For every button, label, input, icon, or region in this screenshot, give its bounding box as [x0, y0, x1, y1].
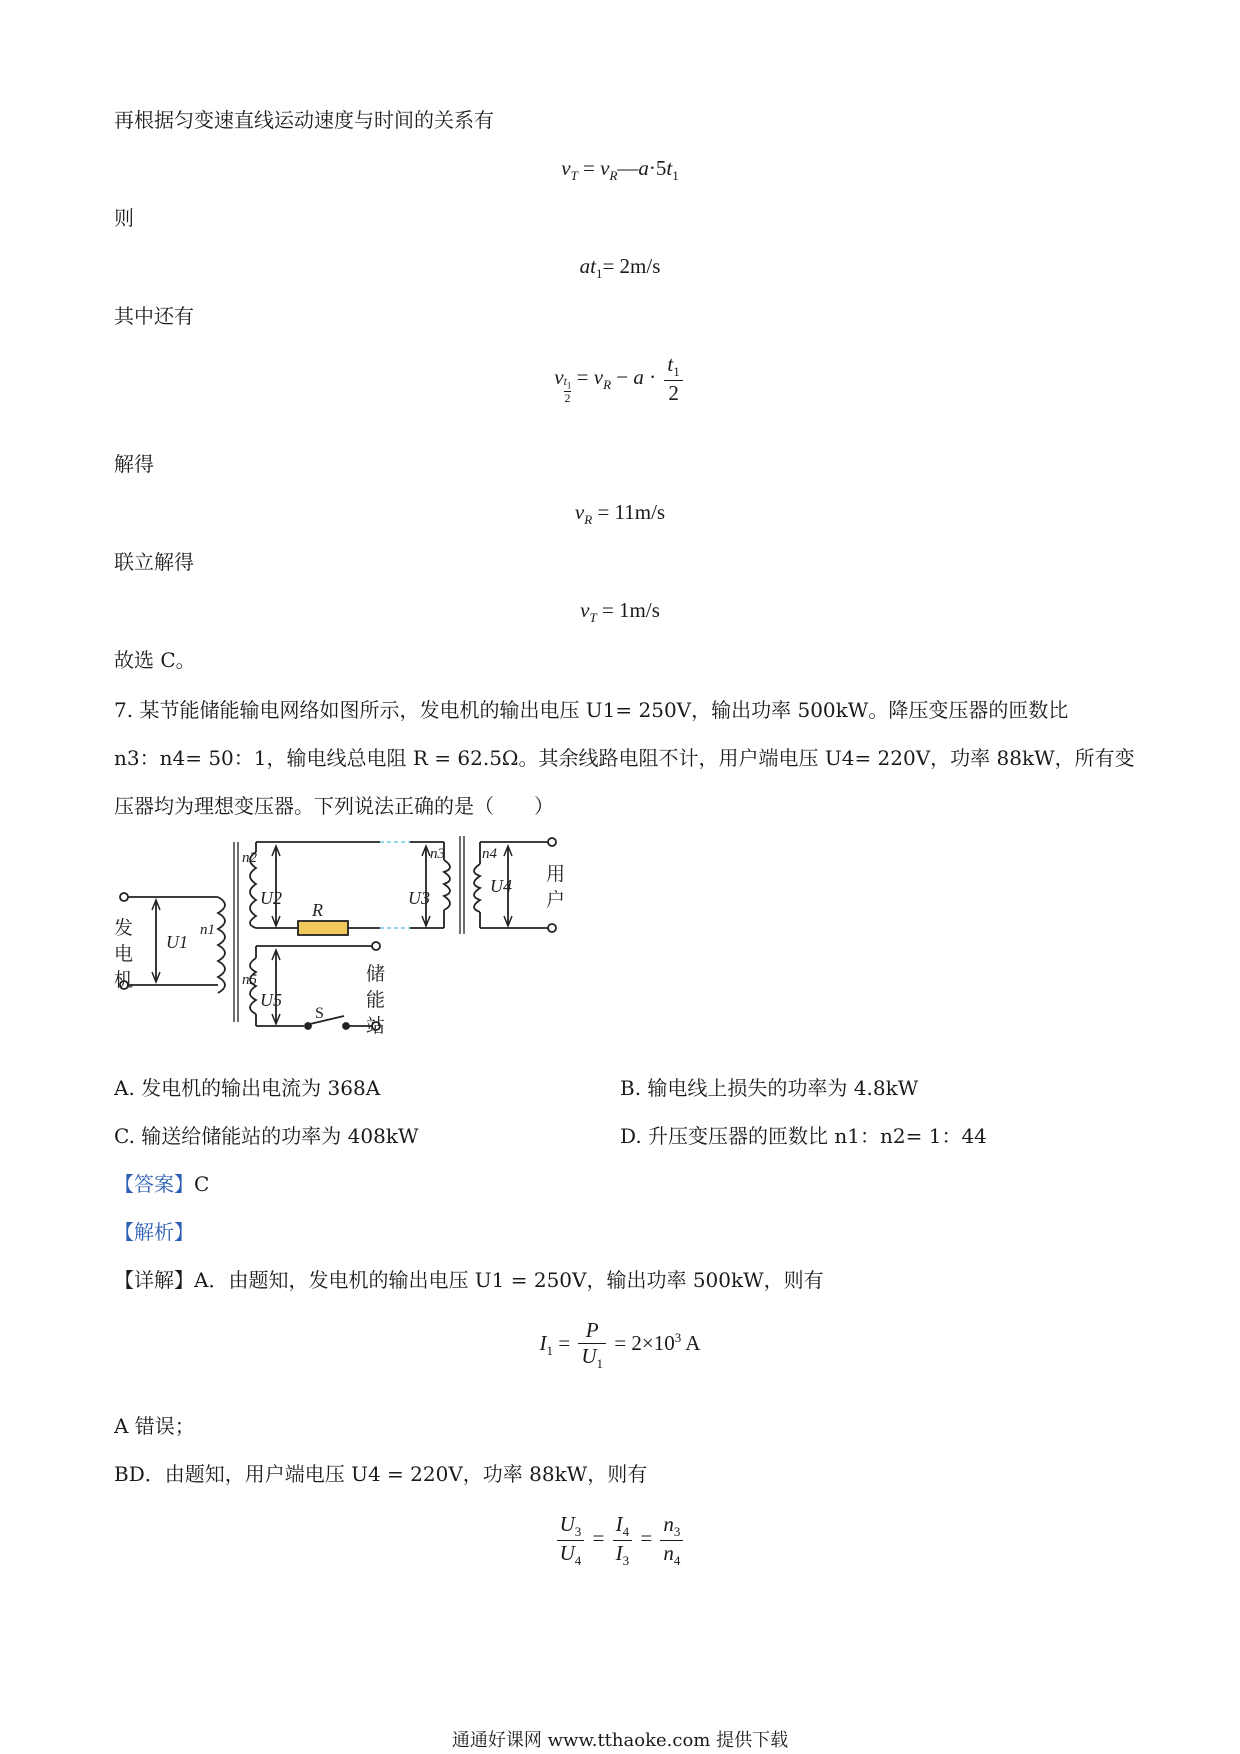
label-U1: U1 — [166, 932, 188, 952]
text-line: 再根据匀变速直线运动速度与时间的关系有 — [114, 108, 494, 132]
option-c: C. 输送给储能站的功率为 408kW — [114, 1124, 419, 1148]
label-S: S — [315, 1005, 324, 1022]
label-R: R — [312, 900, 323, 920]
label-n4: n4 — [482, 846, 497, 862]
equation-vT: $v_T = 1m/s$ — [580, 598, 660, 626]
label-n1: n1 — [200, 922, 215, 938]
text-line: 解得 — [114, 452, 154, 476]
text-line: 故选 C。 — [114, 648, 196, 672]
label-storage-1: 储 — [366, 963, 386, 985]
option-d: D. 升压变压器的匝数比 n1：n2= 1：44 — [620, 1124, 987, 1148]
label-user-2: 户 — [546, 889, 566, 911]
label-n2: n2 — [242, 850, 257, 866]
label-storage-3: 站 — [366, 1015, 386, 1037]
analysis-label: 【解析】 — [114, 1220, 194, 1244]
text-line: 联立解得 — [114, 550, 194, 574]
wrong-line: A 错误； — [114, 1414, 195, 1438]
question-7-line-3: 压器均为理想变压器。下列说法正确的是（ ） — [114, 794, 554, 818]
equation-at1: $at_1= 2m/s$ — [579, 254, 661, 282]
equation-v-half: v $\frac{t_1}{2}$ = $v_R - a$ · $\frac{t_1}{2}$ — [0, 352, 1240, 406]
label-generator-2: 电 — [114, 943, 134, 965]
label-generator-1: 发 — [114, 917, 134, 939]
text-line: 则 — [114, 206, 134, 230]
equation-ratio: $\frac{U_3}{U_4}$ = $\frac{I_4}{I_3}$ = $\frac{n_3}{n_4}$ — [0, 1512, 1240, 1569]
text-line: 其中还有 — [114, 304, 194, 328]
question-7-line-2: n3：n4= 50：1，输电线总电阻 R = 62.5Ω。其余线路电阻不计，用户端电压 U4= 220V，功率 88kW，所有变 — [114, 746, 1135, 770]
label-storage-2: 能 — [366, 989, 386, 1011]
label-n5: n5 — [242, 972, 257, 988]
label-U3: U3 — [408, 888, 430, 908]
label-U4: U4 — [490, 876, 512, 896]
question-7-line-1: 7. 某节能储能输电网络如图所示，发电机的输出电压 U1= 250V，输出功率 500kW。降压变压器的匝数比 — [114, 698, 1069, 722]
label-generator-3: 机 — [114, 969, 134, 991]
equation-I1: $I_1$ = $\frac{P}{U_1}$ = $2\times 10^3$ A — [539, 1318, 701, 1372]
option-b: B. 输电线上损失的功率为 4.8kW — [620, 1076, 919, 1100]
label-U5: U5 — [260, 990, 282, 1010]
label-n3: n3 — [430, 846, 445, 862]
option-a: A. 发电机的输出电流为 368A — [114, 1076, 381, 1100]
label-U2: U2 — [260, 888, 282, 908]
detail-line-1: 【详解】A．由题知，发电机的输出电压 U1 = 250V，输出功率 500kW，则有 — [114, 1268, 824, 1292]
equation-vT-relation: $v_T$ = $v_R—a\cdot 5t_1$ — [561, 156, 679, 184]
equation-vR: $v_R = 11m/s$ — [574, 500, 666, 528]
answer-value: C — [194, 1172, 210, 1196]
page-footer: 通通好课网 www.tthaoke.com 提供下载 — [451, 1730, 789, 1751]
transformer-circuit-diagram — [108, 830, 578, 1040]
answer-label: 【答案】 — [114, 1172, 194, 1196]
detail-bd-line: BD．由题知，用户端电压 U4 = 220V，功率 88kW，则有 — [114, 1462, 648, 1486]
label-user-1: 用 — [546, 863, 566, 885]
answer-line — [114, 1168, 209, 1197]
